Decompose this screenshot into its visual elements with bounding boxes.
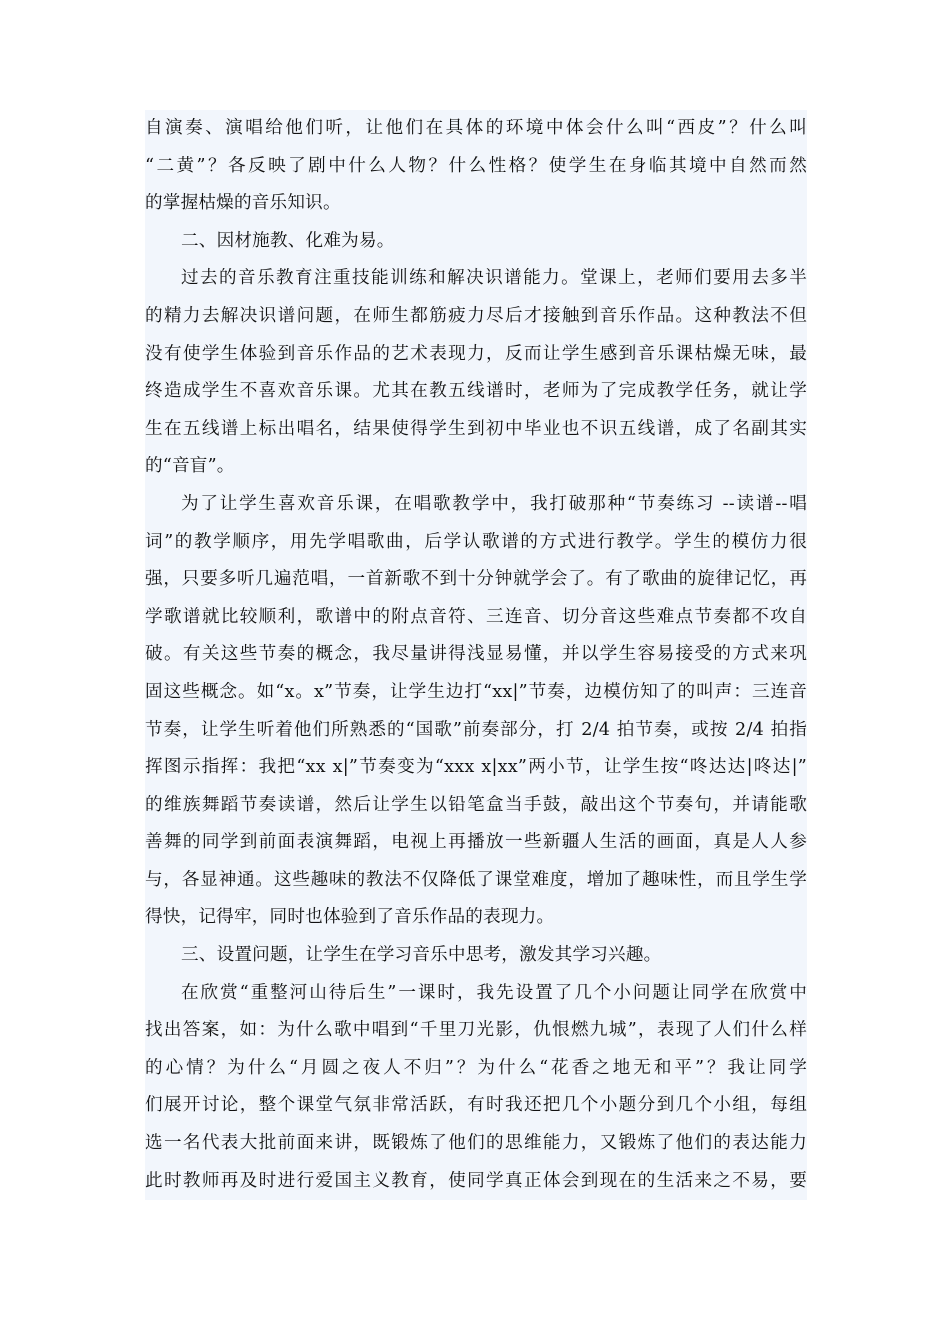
text-line: 为了让学生喜欢音乐课，在唱歌教学中，我打破那种“节奏练习 --读谱--唱 (181, 493, 807, 514)
text-line: 的掌握枯燥的音乐知识。 (145, 193, 341, 214)
text-line: 终造成学生不喜欢音乐课。尤其在教五线谱时，老师为了完成教学任务，就让学 (145, 381, 807, 402)
text-line: “二黄”？各反映了剧中什么人物？什么性格？使学生在身临其境中自然而然 (145, 155, 807, 176)
text-line: 二、因材施教、化难为易。 (181, 230, 395, 251)
text-line: 节奏，让学生听着他们所熟悉的“国歌”前奏部分，打 2/4 拍节奏，或按 2/4 拍指 (145, 719, 807, 740)
text-line: 固这些概念。如“x。x”节奏，让学生边打“xx|”节奏，边模仿知了的叫声：三连音 (145, 681, 807, 702)
text-line: 找出答案，如：为什么歌中唱到“千里刀光影，仇恨燃九城”，表现了人们什么样 (145, 1020, 807, 1041)
text-line: 没有使学生体验到音乐作品的艺术表现力，反而让学生感到音乐课枯燥无味，最 (145, 343, 807, 364)
text-line: 选一名代表大批前面来讲，既锻炼了他们的思维能力，又锻炼了他们的表达能力 (145, 1133, 807, 1154)
text-line: 此时教师再及时进行爱国主义教育，使同学真正体会到现在的生活来之不易，要 (145, 1170, 807, 1191)
text-line: 们展开讨论，整个课堂气氛非常活跃，有时我还把几个小题分到几个小组，每组 (145, 1095, 807, 1116)
text-line: 破。有关这些节奏的概念，我尽量讲得浅显易懂，并以学生容易接受的方式来巩 (145, 644, 807, 665)
text-line: 三、设置问题，让学生在学习音乐中思考，激发其学习兴趣。 (181, 945, 662, 966)
text-line: 强，只要多听几遍范唱，一首新歌不到十分钟就学会了。有了歌曲的旋律记忆，再 (145, 569, 807, 590)
text-line: 自演奏、演唱给他们听，让他们在具体的环境中体会什么叫“西皮”？什么叫 (145, 118, 807, 138)
text-line: 在欣赏“重整河山待后生”一课时，我先设置了几个小问题让同学在欣赏中 (181, 982, 807, 1003)
text-line: 词”的教学顺序，用先学唱歌曲，后学认歌谱的方式进行教学。学生的模仿力很 (145, 531, 807, 552)
text-line: 善舞的同学到前面表演舞蹈，电视上再播放一些新疆人生活的画面，真是人人参 (145, 832, 807, 853)
text-line: 挥图示指挥：我把“xx x|”节奏变为“xxx x|xx”两小节，让学生按“咚达达|咚达|” (145, 757, 807, 778)
text-line: 生在五线谱上标出唱名，结果使得学生到初中毕业也不识五线谱，成了名副其实 (145, 418, 807, 439)
text-line: 的心情？为什么“月圆之夜人不归”？为什么“花香之地无和平”？我让同学 (145, 1057, 807, 1078)
text-line: 与，各显神通。这些趣味的教法不仅降低了课堂难度，增加了趣味性，而且学生学 (145, 869, 807, 890)
text-line: 学歌谱就比较顺利，歌谱中的附点音符、三连音、切分音这些难点节奏都不攻自 (145, 606, 807, 627)
text-line: 的维族舞蹈节奏读谱，然后让学生以铅笔盒当手鼓，敲出这个节奏句，并请能歌 (145, 794, 807, 815)
text-line: 的精力去解决识谱问题，在师生都筋疲力尽后才接触到音乐作品。这种教法不但 (145, 305, 807, 326)
text-line: 得快，记得牢，同时也体验到了音乐作品的表现力。 (145, 907, 555, 928)
text-line: 过去的音乐教育注重技能训练和解决识谱能力。堂课上，老师们要用去多半 (181, 268, 807, 289)
document-body (145, 110, 807, 1200)
text-line: 的“音盲”。 (145, 456, 235, 477)
